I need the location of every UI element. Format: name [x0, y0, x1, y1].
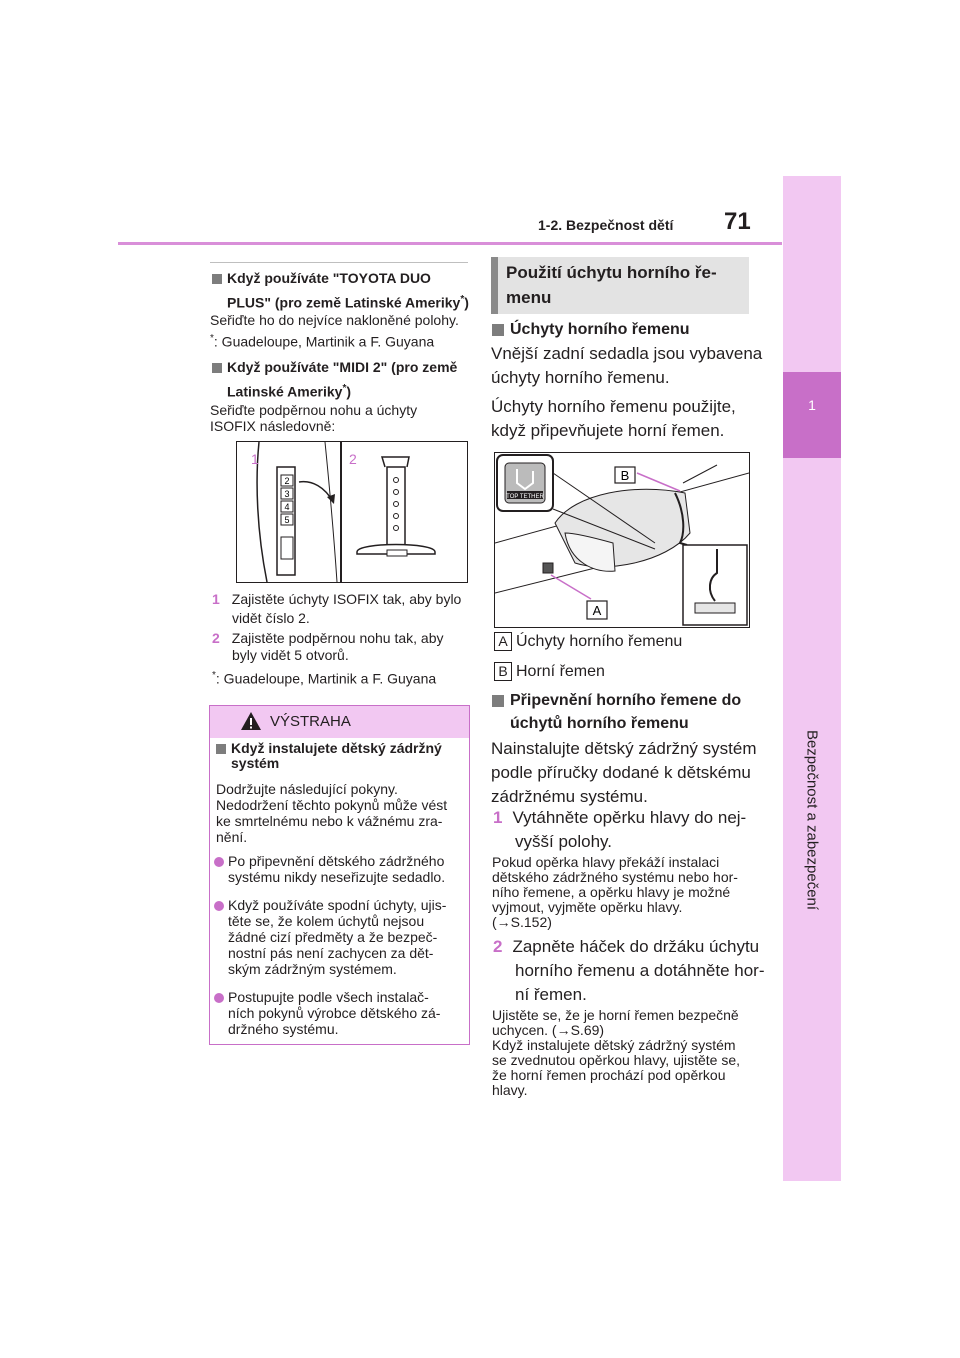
step-support-leg: 2 Zajistěte podpěrnou nohu tak, aby byly vidět 5 otvorů.: [212, 630, 444, 663]
top-tether-drawing: [495, 453, 749, 627]
figure-label-1: 1: [251, 451, 259, 467]
footnote-2: *: Guadeloupe, Martinik a F. Guyana: [212, 670, 437, 687]
chapter-side-tab: [783, 176, 841, 1181]
warning-bullet: Postupujte podle všech instalač- ních pokynů výrobce dětského zá- držného systému.: [214, 989, 440, 1037]
paragraph-use-anchors: Úchyty horního řemenu použijte, když připevňujete horní řemen.: [491, 397, 736, 440]
square-bullet-icon: [492, 695, 504, 707]
isofix-drawing: [237, 442, 467, 582]
figure-label-2: 2: [349, 451, 357, 467]
paragraph-midi-2: Seřiďte podpěrnou nohu a úchyty ISOFIX následovně:: [210, 402, 418, 434]
chapter-number: 1: [808, 397, 816, 413]
note-tether: Ujistěte se, že je horní řemen bezpečně uchycen. (→S.69) Když instalujete dětský zádržný systém se zvednutou opěrkou hlavy, ujistěte se, že horní řemen prochází pod opěrkou hlavy.: [492, 1007, 741, 1098]
warning-triangle-icon: [240, 711, 262, 731]
figure-label-a: A: [592, 603, 602, 618]
square-bullet-icon: [492, 324, 504, 336]
page-number: 71: [724, 208, 751, 235]
warning-title: VÝSTRAHA: [270, 713, 351, 730]
warning-bullet: Když používáte spodní úchyty, ujis- těte se, že kolem úchytů nejsou žádné cizí předměty a že bezpeč- nostní pás není zachycen za dět- ským zádržným systémem.: [214, 897, 446, 977]
warning-header: [210, 706, 469, 738]
left-top-rule: [210, 262, 468, 263]
paragraph-duo-plus: Seřiďte ho do nejvíce nakloněné polohy.: [210, 312, 459, 328]
isofix-digit: 4: [284, 502, 290, 512]
square-bullet-icon: [212, 363, 222, 373]
subheading-attach-tether: Připevnění horního řemene do úchytů horního řemenu: [492, 689, 741, 735]
square-bullet-icon: [216, 744, 226, 754]
warning-intro: Dodržujte následující pokyny. Nedodržení těchto pokynů může vést ke smrtelnému nebo k vážnému zra- nění.: [216, 781, 448, 845]
top-tether-illustration: [494, 452, 750, 628]
isofix-illustration: [236, 441, 468, 583]
header-divider: [118, 242, 782, 245]
section-reference: 1-2. Bezpečnost dětí: [538, 217, 674, 233]
warning-bullet: Po připevnění dětského zádržného systému nikdy neseřizujte sedadlo.: [214, 853, 445, 885]
chapter-number-box: [783, 372, 841, 458]
subheading-tether-anchors: Úchyty horního řemenu: [492, 318, 690, 341]
chapter-label: Bezpečnost a zabezpečení: [803, 729, 821, 911]
footnote-1: *: Guadeloupe, Martinik a F. Guyana: [210, 333, 435, 350]
section-heading: Použití úchytu horního ře- menu: [506, 263, 717, 307]
legend-a: A Úchyty horního řemenu: [494, 632, 682, 652]
figure-label-b: B: [620, 468, 630, 483]
heading-duo-plus: Když používáte "TOYOTA DUO PLUS" (pro země Latinské Ameriky*): [212, 267, 469, 314]
isofix-digit: 2: [284, 476, 290, 486]
isofix-digit: 5: [284, 515, 290, 525]
paragraph-outer-seats: Vnější zadní sedadla jsou vybavena úchyty horního řemenu.: [491, 344, 763, 387]
isofix-digit: 3: [284, 489, 290, 499]
note-headrest: Pokud opěrka hlavy překáží instalaci dětského zádržného systému nebo hor- ního řemene, a opěrku hlavy je možné vyjmout, vyjměte opěrku hlavy. (→S.152): [492, 854, 738, 930]
step-hook: 2 Zapněte háček do držáku úchytu horního řemenu a dotáhněte hor- ní řemen.: [493, 937, 765, 1004]
section-heading-box: [491, 257, 749, 314]
bullet-dot-icon: [214, 857, 224, 867]
step-headrest: 1 Vytáhněte opěrku hlavy do nej- vyšší polohy.: [493, 808, 747, 851]
warning-subheading: Když instalujete dětský zádržný systém: [216, 741, 442, 771]
square-bullet-icon: [212, 274, 222, 284]
step-isofix: 1 Zajistěte úchyty ISOFIX tak, aby bylo vidět číslo 2.: [212, 591, 462, 626]
paragraph-install: Nainstalujte dětský zádržný systém podle příručky dodané k dětskému zádržnému systému.: [491, 739, 757, 806]
top-tether-tag: TOP TETHER: [506, 494, 544, 500]
legend-b: B Horní řemen: [494, 662, 605, 682]
bullet-dot-icon: [214, 993, 224, 1003]
heading-midi-2: Když používáte "MIDI 2" (pro země Latinské Ameriky*): [212, 356, 457, 403]
bullet-dot-icon: [214, 901, 224, 911]
